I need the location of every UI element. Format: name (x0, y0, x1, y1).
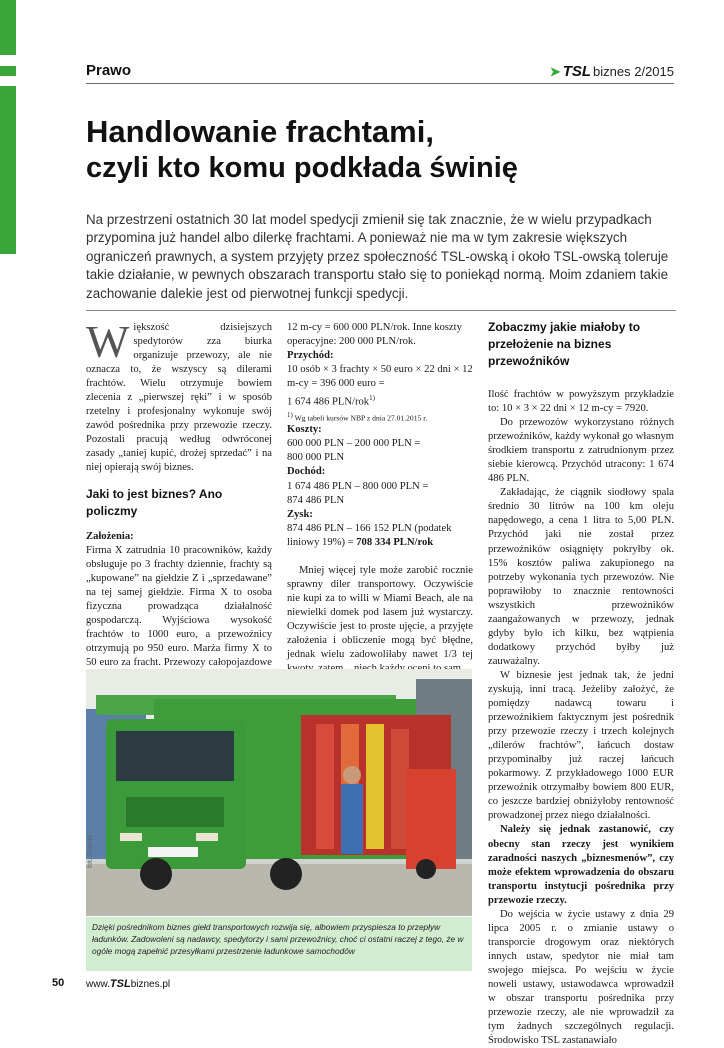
truck-illustration (86, 669, 472, 916)
section-heading: Zobaczmy jakie miałoby to przełożenie na biznes przewoźników (488, 320, 641, 368)
income-calc: 10 osób × 3 frachty × 50 euro × 22 dni × 12 m-cy = 396 000 euro = (287, 364, 473, 390)
footnote: $^{1)}$ Wg tabeli kursów NBP z dnia 27.01.2015 r. (287, 410, 428, 423)
brand-tsl: TSL (562, 63, 592, 80)
profit-calc: 874 486 PLN – 166 152 PLN (podatek liniowy 19%) = 708 334 PLN/rok (287, 522, 452, 548)
green-edge-bar (0, 66, 16, 76)
body-paragraph: Zakładając, że ciągnik siodłowy spala średnio 30 litrów na 100 km oleju napędowego, a cena 1 litra to 5,00 PLN. Przychód jaki nie został przez przewoźników osiągnięty pokryłby ok. 15% kosztów paliwa zakupionego na potrzeby wykonania tych przewozów. Nie poprawiłoby to znacznie rentowności wszystkich przewoźników zaangażowanych w przewozy, jednak gdyby było ich kilku, bez wątpienia dodatkowy przychód byłby już zauważalny. (488, 487, 674, 667)
body-paragraph: W biznesie jest jednak tak, że jedni zyskują, inni tracą. Jeżeliby założyć, że pomiędzy nadawcą towaru i przewoźnikiem faktycznym jest pośrednik przy przewozie rzeczy i trzech kolejnych „dilerów frachtów”, łańcuch dostaw przypominałby już raczej łańcuch pokarmowy. Z przykładowego 1000 EUR przewoźnik otrzymałby bowiem 800 EUR, co jeszcze bardziej obniżyłoby rentowność prowadzonej przez niego działalności. (488, 669, 674, 822)
green-edge-bar (0, 0, 16, 55)
costs-label: Koszty: (287, 424, 322, 436)
income-label: Przychód: (287, 350, 334, 362)
revenue-calc: 1 674 486 PLN – 800 000 PLN = (287, 480, 429, 492)
body-paragraph: Do wejścia w życie ustawy z dnia 29 lipca 2005 r. o zmianie ustawy o transporcie drogowym oraz niektórych innych ustaw, spedytor nie miał tam swojego miejsca. Po wejściu w życie noweli ustawy, ustawodawca wprowadził w obszar transportu pośrednika przy przewozie rzeczy, ale nie wprowadził za tym żadnych szczególnych regulacji. Środowisko TSL zastanawiało (488, 908, 674, 1047)
intro-text: iększość dzisiejszych spedytorów zza biurka organizuje przewozy, ale nie oznacza to, że wszyscy są dilerami frachtów. Wielu otrzymuje bowiem zlecenia z „pierwszej ręki” i w sposób rzetelny i profesjonalny wykonuje swój zawód pośrednika przy przewozie rzeczy. Pozostali pracują według odwróconej zasady „taniej kupić, drożej sprzedać” i na niej opierają swój biznes. (86, 322, 272, 474)
profit-value: 708 334 PLN/rok (356, 536, 434, 548)
lead-divider (86, 310, 676, 311)
text-column-3 (488, 319, 674, 1048)
article-title: Handlowanie frachtami, (86, 114, 434, 149)
body-paragraph: Mniej więcej tyle może zarobić rocznie sprawny diler transportowy. Oczywiście nie kupi za to willi w Miami Beach, ale na niewielki domek pod lasem już wystarczy. Oczywiście jest to proste ujęcie, a przyjęte założenia i obliczenie mogą być błędne, jednak wielu zadowoliłaby nawet 1/3 tej (287, 564, 473, 661)
page-header (86, 58, 674, 84)
page-number: 50 (52, 977, 65, 989)
section-label: Prawo (86, 62, 132, 79)
header-divider (86, 83, 674, 84)
brand-issue: biznes 2/2015 (593, 64, 674, 79)
costs-continuation: 12 m-cy = 600 000 PLN/rok. Inne koszty operacyjne: 200 000 PLN/rok. (287, 322, 462, 348)
body-paragraph: Do przewozów wykorzystano różnych przewoźników, każdy wykonał go własnym środkiem transportu z zatrudnionym przez siebie kierowcą. Przychód utracony: 1 674 486 PLN. (488, 417, 674, 485)
assumptions-label: Założenia: (86, 530, 134, 542)
revenue-label: Dochód: (287, 466, 326, 478)
magazine-brand (550, 63, 674, 80)
body-paragraph: Ilość frachtów w powyższym przykładzie to: 10 × 3 × 22 dni × 12 m-cy = 7920. (488, 389, 674, 415)
profit-label: Zysk: (287, 508, 313, 520)
article-subtitle: czyli kto komu podkłada świnię (86, 152, 518, 184)
highlight-paragraph: Należy się jednak zastanowić, czy obecny stan rzeczy jest wynikiem zaradności naszych „biznesmenów”, czy może efektem wprowadzenia do obszaru transportu instytucji pośrednika przy przewozie rzeczy. (488, 824, 674, 906)
text-column-1 (86, 316, 272, 712)
photo-credit: fot. Scania (87, 834, 94, 868)
revenue-value: 874 486 PLN (287, 494, 345, 506)
article-lead: Na przestrzeni ostatnich 30 lat model spedycji zmienił się tak znacznie, że w wielu przypadkach przypomina już handel albo dilerkę frachtami. A ponieważ nie ma w tym zakresie większych ograniczeń prawnych, a system przyjęty przez społeczność TSL-owską i około TSL-owską toleruje takie działanie, w pewnych obszarach transportu stało się to poniekąd normą. Moim zdaniem takie zachowanie dalekie jest od pierwotnej funkcji spedycji. (86, 212, 669, 301)
costs-calc: 600 000 PLN – 200 000 PLN = (287, 438, 421, 450)
income-result: 1 674 486 PLN/rok$^{1)}$ (287, 394, 375, 408)
drop-cap: W (86, 316, 130, 367)
section-heading: Jaki to jest biznes? Ano policzmy (86, 486, 223, 518)
costs-value: 800 000 PLN (287, 452, 345, 464)
footer-url: www.TSLbiznes.pl (86, 978, 171, 990)
tsl-logo-icon: ➤ (549, 63, 561, 79)
assumptions-text: Firma X zatrudnia 10 pracowników, każdy obsługuje po 3 frachty dziennie, frachty są „kupowane” na giełdzie Z i „sprzedawane” na tej samej giełdzie. Firma X to osoba fizyczna prowadząca działalność gospodarczą. Wyjściowa wysokość frachtów to 1000 euro, a przewoźnicy otrzymują po 950 euro. Marża firmy X to 50 euro za fracht. Przewozy całopojazdowe (86, 544, 272, 668)
photo-caption: Dzięki pośrednikom biznes giełd transportowych rozwija się, albowiem przyspiesza to przepływ ładunków. Zadowoleni są nadawcy, spedytorzy i sami przewoźnicy, choć ci ostatni raczej z tego, że w ogóle mogą zapełnić przesyłkami przestrzenie ładunkowe samochodów (86, 917, 472, 971)
green-edge-bar (0, 86, 16, 254)
footnote-ref: 1) (369, 394, 375, 403)
truck-photo (86, 669, 472, 916)
text-column-2 (287, 321, 473, 676)
intro-paragraph (86, 316, 272, 476)
